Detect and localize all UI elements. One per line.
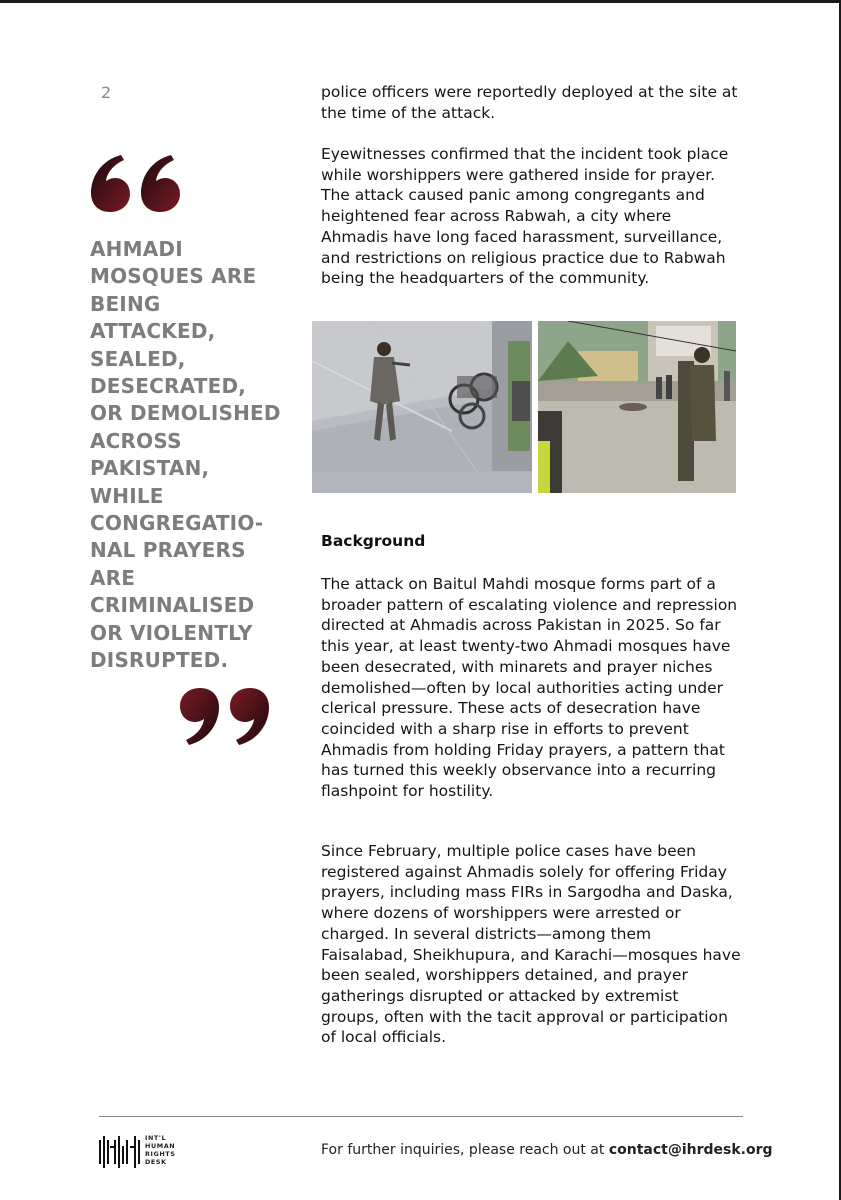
body-paragraph: Eyewitnesses confirmed that the incident took place while worshippers were gathered inside for prayer. The attack caused panic among congregants and heightened fear across Rabwah, a city where Ahmadis have long faced harassment, surveillance, and restrictions on religious practice due to Rabwah being the headquarters of the community. [321,145,729,288]
pull-quote-line: BEING [90,291,161,316]
pull-quote-line: ATTACKED, [90,319,216,344]
logo-text [145,1134,175,1166]
street-scene-photo [538,321,736,493]
footer-contact [321,1142,773,1158]
logo-word: RIGHTS [145,1150,176,1158]
ihrd-logo [98,1134,188,1170]
cctv-photo [312,321,532,493]
body-paragraph: police officers were reportedly deployed at the site at the time of the attack. [321,83,738,122]
pull-quote-line: OR VIOLENTLY [90,620,253,645]
footer-divider [99,1116,743,1117]
section-heading: Background [321,532,426,550]
logo-word: DESK [145,1158,167,1166]
pull-quote-line: CONGREGATIO- [90,511,264,536]
pull-quote-line: AHMADI [90,237,183,261]
footer-contact-text: For further inquiries, please reach out at [321,1142,609,1158]
pull-quote-line: MOSQUES ARE [90,264,257,289]
page-top-border [0,0,841,3]
pull-quote [90,236,290,675]
pull-quote-line: DISRUPTED. [90,648,229,673]
page-number: 2 [101,83,112,102]
contact-email-link[interactable]: contact@ihrdesk.org [608,1142,773,1158]
pull-quote-line: WHILE [90,483,164,508]
logo-word: INT'L [145,1134,167,1142]
opening-quote-icon [88,150,188,220]
pull-quote-line: OR DEMOLISHED [90,401,281,426]
body-paragraph: Since February, multiple police cases have been registered against Ahmadis solely for offering Friday prayers, including mass FIRs in Sargodha and Daska, where dozens of worshippers were arrested or charged. In several districts—among them Faisalabad, Sheikhupura, and Karachi—mosques have been sealed, worshippers detained, and prayer gatherings disrupted or attacked by extremist groups, often with the tacit approval or participation of local officials. [321,842,741,1047]
logo-barcode-icon [98,1136,142,1168]
pull-quote-line: CRIMINALISED [90,593,255,618]
pull-quote-line: NAL PRAYERS [90,538,246,563]
body-paragraph: The attack on Baitul Mahdi mosque forms part of a broader pattern of escalating violence and repression directed at Ahmadis across Pakistan in 2025. So far this year, at least twenty-two Ahmadi mosques have been desecrated, with minarets and prayer niches demolished—often by local authorities acting under clerical pressure. These acts of desecration have coincided with a sharp rise in efforts to prevent Ahmadis from holding Friday prayers, a pattern that has turned this weekly observance into a recurring flashpoint for hostility. [321,575,738,801]
closing-quote-icon [172,683,272,753]
pull-quote-line: ARE [90,565,136,590]
pull-quote-line: ACROSS [90,428,182,453]
pull-quote-line: PAKISTAN, [90,456,210,481]
pull-quote-line: DESECRATED, [90,374,247,399]
pull-quote-line: SEALED, [90,346,186,371]
logo-word: HUMAN [145,1142,176,1150]
